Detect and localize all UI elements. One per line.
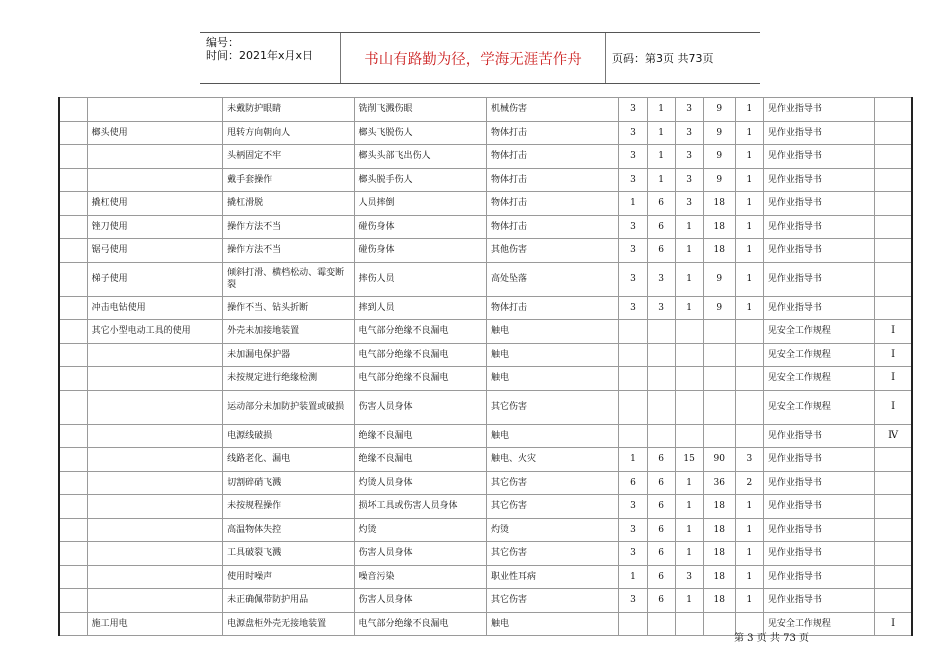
risk-level-cell: 1 — [735, 145, 763, 169]
accident-type-cell: 其它伤害 — [486, 589, 618, 613]
l-value-cell: 3 — [619, 542, 647, 566]
accident-type-cell: 物体打击 — [486, 121, 618, 145]
consequence-cell: 电气部分绝缘不良漏电 — [354, 343, 486, 367]
accident-type-cell: 物体打击 — [486, 145, 618, 169]
risk-level-cell: 3 — [735, 448, 763, 472]
activity-cell — [87, 471, 222, 495]
d-value-cell: 18 — [703, 495, 735, 519]
consequence-cell: 摔伤人员 — [354, 262, 486, 296]
l-value-cell: 1 — [619, 448, 647, 472]
e-value-cell: 6 — [647, 239, 675, 263]
hazard-cause-cell: 撬杠滑脱 — [223, 192, 354, 216]
risk-level-cell: 1 — [735, 192, 763, 216]
risk-level-cell — [735, 390, 763, 424]
table-row — [59, 495, 912, 519]
c-value-cell: 1 — [675, 239, 703, 263]
consequence-cell: 电气部分绝缘不良漏电 — [354, 320, 486, 344]
control-measure-cell: 见作业指导书 — [763, 145, 874, 169]
grade-cell — [875, 448, 912, 472]
consequence-cell: 伤害人员身体 — [354, 542, 486, 566]
accident-type-cell: 物体打击 — [486, 168, 618, 192]
table-row — [59, 168, 912, 192]
grade-cell — [875, 296, 912, 320]
grade-cell: Ⅰ — [875, 320, 912, 344]
l-value-cell — [619, 320, 647, 344]
e-value-cell: 6 — [647, 471, 675, 495]
control-measure-cell: 见安全工作规程 — [763, 343, 874, 367]
grade-cell — [875, 589, 912, 613]
activity-cell: 榔头使用 — [87, 121, 222, 145]
activity-cell: 梯子使用 — [87, 262, 222, 296]
table-row — [59, 320, 912, 344]
control-measure-cell: 见作业指导书 — [763, 565, 874, 589]
time-label: 时间：2021年x月x日 — [206, 49, 314, 62]
grade-cell — [875, 565, 912, 589]
l-value-cell: 3 — [619, 168, 647, 192]
e-value-cell: 6 — [647, 589, 675, 613]
e-value-cell: 3 — [647, 296, 675, 320]
d-value-cell: 18 — [703, 192, 735, 216]
c-value-cell: 3 — [675, 145, 703, 169]
e-value-cell: 6 — [647, 215, 675, 239]
hazard-cause-cell: 未戴防护眼睛 — [223, 98, 354, 122]
risk-level-cell: 2 — [735, 471, 763, 495]
l-value-cell: 1 — [619, 565, 647, 589]
hazard-cause-cell: 甩转方向朝向人 — [223, 121, 354, 145]
category-cell — [59, 343, 87, 367]
hazard-cause-cell: 电源线破损 — [223, 424, 354, 448]
risk-level-cell: 1 — [735, 589, 763, 613]
hazard-cause-cell: 线路老化、漏电 — [223, 448, 354, 472]
category-cell — [59, 239, 87, 263]
c-value-cell: 15 — [675, 448, 703, 472]
accident-type-cell: 职业性耳病 — [486, 565, 618, 589]
risk-level-cell: 1 — [735, 262, 763, 296]
grade-cell: Ⅳ — [875, 424, 912, 448]
activity-cell: 锯弓使用 — [87, 239, 222, 263]
category-cell — [59, 565, 87, 589]
table-row — [59, 215, 912, 239]
table-row — [59, 390, 912, 424]
d-value-cell: 18 — [703, 589, 735, 613]
accident-type-cell: 触电 — [486, 612, 618, 636]
consequence-cell: 伤害人员身体 — [354, 390, 486, 424]
hazard-cause-cell: 使用时噪声 — [223, 565, 354, 589]
risk-level-cell: 1 — [735, 215, 763, 239]
l-value-cell: 3 — [619, 98, 647, 122]
table-row — [59, 121, 912, 145]
activity-cell — [87, 390, 222, 424]
d-value-cell — [703, 320, 735, 344]
l-value-cell — [619, 390, 647, 424]
page-header — [200, 32, 760, 84]
header-motto: 书山有路勤为径，学海无涯苦作舟 — [341, 33, 606, 83]
risk-level-cell: 1 — [735, 121, 763, 145]
category-cell — [59, 296, 87, 320]
hazard-cause-cell: 操作方法不当 — [223, 239, 354, 263]
accident-type-cell: 灼烫 — [486, 518, 618, 542]
activity-cell: 施工用电 — [87, 612, 222, 636]
activity-cell — [87, 495, 222, 519]
l-value-cell: 3 — [619, 296, 647, 320]
grade-cell: Ⅰ — [875, 343, 912, 367]
c-value-cell: 3 — [675, 98, 703, 122]
d-value-cell: 18 — [703, 565, 735, 589]
consequence-cell: 绝缘不良漏电 — [354, 424, 486, 448]
table-row — [59, 98, 912, 122]
category-cell — [59, 262, 87, 296]
e-value-cell: 6 — [647, 448, 675, 472]
consequence-cell: 灼烫人员身体 — [354, 471, 486, 495]
activity-cell — [87, 168, 222, 192]
e-value-cell: 1 — [647, 168, 675, 192]
table-row — [59, 542, 912, 566]
category-cell — [59, 589, 87, 613]
c-value-cell: 3 — [675, 168, 703, 192]
accident-type-cell: 其它伤害 — [486, 390, 618, 424]
serial-label: 编号： — [206, 36, 239, 49]
e-value-cell — [647, 367, 675, 391]
category-cell — [59, 542, 87, 566]
c-value-cell: 1 — [675, 215, 703, 239]
c-value-cell: 1 — [675, 542, 703, 566]
c-value-cell — [675, 343, 703, 367]
table-row — [59, 471, 912, 495]
l-value-cell: 3 — [619, 262, 647, 296]
grade-cell — [875, 192, 912, 216]
accident-type-cell: 其它伤害 — [486, 471, 618, 495]
table-row — [59, 296, 912, 320]
l-value-cell: 3 — [619, 215, 647, 239]
activity-cell: 其它小型电动工具的使用 — [87, 320, 222, 344]
control-measure-cell: 见作业指导书 — [763, 215, 874, 239]
c-value-cell — [675, 424, 703, 448]
risk-level-cell: 1 — [735, 98, 763, 122]
category-cell — [59, 98, 87, 122]
c-value-cell — [675, 367, 703, 391]
risk-level-cell — [735, 424, 763, 448]
control-measure-cell: 见安全工作规程 — [763, 367, 874, 391]
category-cell — [59, 168, 87, 192]
accident-type-cell: 触电 — [486, 343, 618, 367]
d-value-cell — [703, 424, 735, 448]
grade-cell — [875, 98, 912, 122]
grade-cell — [875, 518, 912, 542]
hazard-cause-cell: 高温物体失控 — [223, 518, 354, 542]
consequence-cell: 电气部分绝缘不良漏电 — [354, 367, 486, 391]
control-measure-cell: 见作业指导书 — [763, 589, 874, 613]
consequence-cell: 碰伤身体 — [354, 239, 486, 263]
c-value-cell — [675, 612, 703, 636]
control-measure-cell: 见安全工作规程 — [763, 612, 874, 636]
c-value-cell: 1 — [675, 495, 703, 519]
consequence-cell: 电气部分绝缘不良漏电 — [354, 612, 486, 636]
hazard-cause-cell: 工具破裂飞溅 — [223, 542, 354, 566]
l-value-cell — [619, 612, 647, 636]
hazard-cause-cell: 外壳未加接地装置 — [223, 320, 354, 344]
consequence-cell: 摔到人员 — [354, 296, 486, 320]
control-measure-cell: 见作业指导书 — [763, 262, 874, 296]
d-value-cell: 90 — [703, 448, 735, 472]
e-value-cell: 6 — [647, 192, 675, 216]
l-value-cell: 3 — [619, 518, 647, 542]
table-row — [59, 424, 912, 448]
control-measure-cell: 见作业指导书 — [763, 192, 874, 216]
consequence-cell: 人员摔倒 — [354, 192, 486, 216]
d-value-cell: 18 — [703, 542, 735, 566]
risk-level-cell: 1 — [735, 239, 763, 263]
accident-type-cell: 其它伤害 — [486, 495, 618, 519]
control-measure-cell: 见作业指导书 — [763, 518, 874, 542]
grade-cell — [875, 145, 912, 169]
category-cell — [59, 145, 87, 169]
control-measure-cell: 见作业指导书 — [763, 98, 874, 122]
l-value-cell: 1 — [619, 192, 647, 216]
category-cell — [59, 215, 87, 239]
consequence-cell: 灼烫 — [354, 518, 486, 542]
activity-cell — [87, 565, 222, 589]
grade-cell — [875, 168, 912, 192]
c-value-cell: 1 — [675, 296, 703, 320]
grade-cell — [875, 542, 912, 566]
grade-cell — [875, 495, 912, 519]
activity-cell — [87, 98, 222, 122]
grade-cell — [875, 121, 912, 145]
activity-cell: 冲击电钻使用 — [87, 296, 222, 320]
header-page-code: 页码：第3页 共73页 — [612, 52, 714, 65]
l-value-cell: 3 — [619, 239, 647, 263]
accident-type-cell: 物体打击 — [486, 215, 618, 239]
d-value-cell — [703, 612, 735, 636]
table-row — [59, 343, 912, 367]
c-value-cell: 3 — [675, 565, 703, 589]
consequence-cell: 铣削飞溅伤眼 — [354, 98, 486, 122]
activity-cell — [87, 589, 222, 613]
category-cell — [59, 424, 87, 448]
consequence-cell: 绝缘不良漏电 — [354, 448, 486, 472]
header-meta — [200, 33, 341, 83]
control-measure-cell: 见作业指导书 — [763, 239, 874, 263]
consequence-cell: 榔头头部飞出伤人 — [354, 145, 486, 169]
grade-cell: Ⅰ — [875, 367, 912, 391]
grade-cell — [875, 471, 912, 495]
c-value-cell — [675, 390, 703, 424]
accident-type-cell: 触电 — [486, 320, 618, 344]
category-cell — [59, 495, 87, 519]
d-value-cell: 18 — [703, 215, 735, 239]
consequence-cell: 碰伤身体 — [354, 215, 486, 239]
grade-cell — [875, 239, 912, 263]
e-value-cell: 6 — [647, 542, 675, 566]
d-value-cell: 9 — [703, 98, 735, 122]
activity-cell — [87, 448, 222, 472]
hazard-cause-cell: 未按规定进行绝缘检测 — [223, 367, 354, 391]
table-row — [59, 262, 912, 296]
table-row — [59, 589, 912, 613]
d-value-cell: 36 — [703, 471, 735, 495]
consequence-cell: 伤害人员身体 — [354, 589, 486, 613]
activity-cell — [87, 542, 222, 566]
e-value-cell: 6 — [647, 495, 675, 519]
l-value-cell — [619, 424, 647, 448]
hazard-cause-cell: 运动部分未加防护装置或破损 — [223, 390, 354, 424]
d-value-cell — [703, 343, 735, 367]
l-value-cell: 3 — [619, 495, 647, 519]
control-measure-cell: 见作业指导书 — [763, 168, 874, 192]
accident-type-cell: 触电 — [486, 424, 618, 448]
d-value-cell: 18 — [703, 518, 735, 542]
hazard-cause-cell: 操作不当、钻头折断 — [223, 296, 354, 320]
e-value-cell — [647, 343, 675, 367]
e-value-cell: 3 — [647, 262, 675, 296]
risk-level-cell: 1 — [735, 168, 763, 192]
table-row — [59, 518, 912, 542]
hazard-cause-cell: 操作方法不当 — [223, 215, 354, 239]
category-cell — [59, 121, 87, 145]
activity-cell — [87, 145, 222, 169]
control-measure-cell: 见作业指导书 — [763, 471, 874, 495]
category-cell — [59, 192, 87, 216]
e-value-cell — [647, 320, 675, 344]
risk-level-cell: 1 — [735, 495, 763, 519]
grade-cell: Ⅰ — [875, 390, 912, 424]
activity-cell: 撬杠使用 — [87, 192, 222, 216]
l-value-cell — [619, 343, 647, 367]
risk-level-cell: 1 — [735, 542, 763, 566]
c-value-cell: 1 — [675, 262, 703, 296]
control-measure-cell: 见作业指导书 — [763, 424, 874, 448]
l-value-cell: 6 — [619, 471, 647, 495]
l-value-cell: 3 — [619, 589, 647, 613]
grade-cell — [875, 262, 912, 296]
accident-type-cell: 其它伤害 — [486, 542, 618, 566]
e-value-cell: 6 — [647, 518, 675, 542]
e-value-cell — [647, 424, 675, 448]
accident-type-cell: 物体打击 — [486, 296, 618, 320]
hazard-cause-cell: 切割碎硝飞溅 — [223, 471, 354, 495]
category-cell — [59, 518, 87, 542]
c-value-cell: 1 — [675, 589, 703, 613]
activity-cell — [87, 424, 222, 448]
hazard-cause-cell: 倾斜打滑、横档松动、霉变断裂 — [223, 262, 354, 296]
hazard-cause-cell: 未加漏电保护器 — [223, 343, 354, 367]
accident-type-cell: 其他伤害 — [486, 239, 618, 263]
c-value-cell: 1 — [675, 471, 703, 495]
c-value-cell: 1 — [675, 518, 703, 542]
control-measure-cell: 见安全工作规程 — [763, 320, 874, 344]
control-measure-cell: 见作业指导书 — [763, 121, 874, 145]
control-measure-cell: 见安全工作规程 — [763, 390, 874, 424]
consequence-cell: 榔头飞脱伤人 — [354, 121, 486, 145]
risk-level-cell — [735, 343, 763, 367]
l-value-cell: 3 — [619, 145, 647, 169]
category-cell — [59, 612, 87, 636]
grade-cell: Ⅰ — [875, 612, 912, 636]
hazard-cause-cell: 电源盘柜外壳无接地装置 — [223, 612, 354, 636]
d-value-cell: 9 — [703, 168, 735, 192]
risk-level-cell: 1 — [735, 296, 763, 320]
table-row — [59, 145, 912, 169]
control-measure-cell: 见作业指导书 — [763, 495, 874, 519]
risk-level-cell: 1 — [735, 565, 763, 589]
d-value-cell — [703, 390, 735, 424]
table-row — [59, 367, 912, 391]
hazard-cause-cell: 未按规程操作 — [223, 495, 354, 519]
accident-type-cell: 高处坠落 — [486, 262, 618, 296]
accident-type-cell: 机械伤害 — [486, 98, 618, 122]
d-value-cell: 9 — [703, 145, 735, 169]
grade-cell — [875, 215, 912, 239]
page-footer: 第 3 页 共 73 页 — [734, 633, 809, 644]
d-value-cell: 9 — [703, 262, 735, 296]
category-cell — [59, 448, 87, 472]
l-value-cell — [619, 367, 647, 391]
table-row — [59, 192, 912, 216]
risk-level-cell: 1 — [735, 518, 763, 542]
control-measure-cell: 见作业指导书 — [763, 296, 874, 320]
accident-type-cell: 触电、火灾 — [486, 448, 618, 472]
l-value-cell: 3 — [619, 121, 647, 145]
control-measure-cell: 见作业指导书 — [763, 448, 874, 472]
d-value-cell: 18 — [703, 239, 735, 263]
c-value-cell: 3 — [675, 121, 703, 145]
category-cell — [59, 320, 87, 344]
d-value-cell: 9 — [703, 296, 735, 320]
e-value-cell — [647, 612, 675, 636]
activity-cell — [87, 343, 222, 367]
category-cell — [59, 471, 87, 495]
table-row — [59, 565, 912, 589]
e-value-cell: 1 — [647, 145, 675, 169]
table-row — [59, 448, 912, 472]
hazard-cause-cell: 头柄固定不牢 — [223, 145, 354, 169]
e-value-cell: 1 — [647, 98, 675, 122]
control-measure-cell: 见作业指导书 — [763, 542, 874, 566]
e-value-cell: 6 — [647, 565, 675, 589]
table-row — [59, 239, 912, 263]
c-value-cell — [675, 320, 703, 344]
hazard-cause-cell: 戴手套操作 — [223, 168, 354, 192]
consequence-cell: 榔头脱手伤人 — [354, 168, 486, 192]
d-value-cell — [703, 367, 735, 391]
hazard-cause-cell: 未正确佩带防护用品 — [223, 589, 354, 613]
d-value-cell: 9 — [703, 121, 735, 145]
hazard-table-body — [59, 98, 912, 636]
risk-level-cell — [735, 320, 763, 344]
risk-level-cell — [735, 367, 763, 391]
activity-cell — [87, 518, 222, 542]
e-value-cell: 1 — [647, 121, 675, 145]
consequence-cell: 损坏工具或伤害人员身体 — [354, 495, 486, 519]
category-cell — [59, 390, 87, 424]
accident-type-cell: 物体打击 — [486, 192, 618, 216]
accident-type-cell: 触电 — [486, 367, 618, 391]
activity-cell — [87, 367, 222, 391]
activity-cell: 锉刀使用 — [87, 215, 222, 239]
category-cell — [59, 367, 87, 391]
e-value-cell — [647, 390, 675, 424]
c-value-cell: 3 — [675, 192, 703, 216]
hazard-table — [58, 97, 913, 636]
consequence-cell: 噪音污染 — [354, 565, 486, 589]
